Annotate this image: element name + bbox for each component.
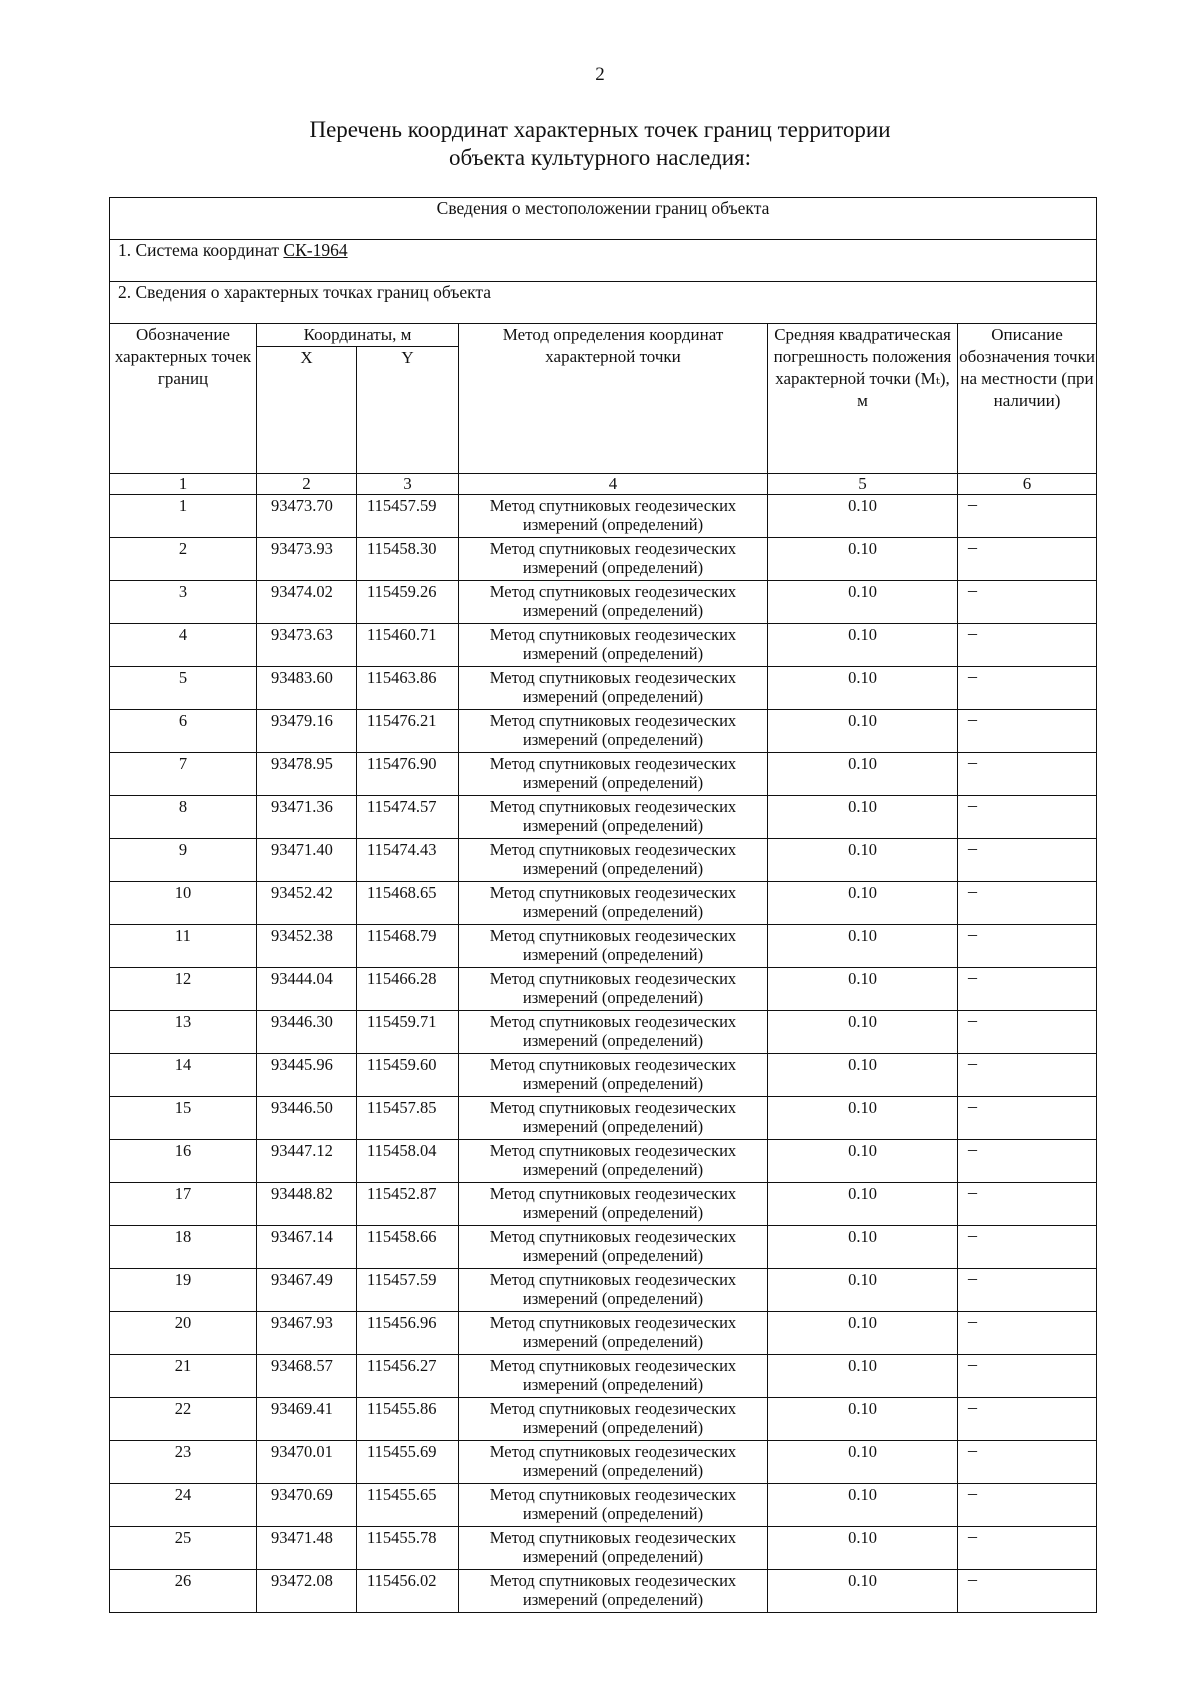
error-cell: 0.10 xyxy=(768,1183,958,1226)
y-coordinate-cell: 115455.69 xyxy=(357,1441,459,1484)
method-cell: Метод спутниковых геодезических измерений (определений) xyxy=(459,581,768,624)
x-coordinate-cell: 93483.60 xyxy=(257,667,357,710)
x-coordinate-cell: 93473.63 xyxy=(257,624,357,667)
table-row xyxy=(110,753,1097,796)
col-number: 5 xyxy=(768,474,958,495)
point-number-cell: 4 xyxy=(110,624,257,667)
y-coordinate-cell: 115452.87 xyxy=(357,1183,459,1226)
point-number-cell: 7 xyxy=(110,753,257,796)
y-coordinate-cell: 115456.27 xyxy=(357,1355,459,1398)
column-number-row xyxy=(110,474,1097,495)
description-cell: – xyxy=(958,968,1097,1011)
x-coordinate-cell: 93478.95 xyxy=(257,753,357,796)
method-cell: Метод спутниковых геодезических измерений (определений) xyxy=(459,1183,768,1226)
method-cell: Метод спутниковых геодезических измерений (определений) xyxy=(459,882,768,925)
col-coordinates-header: Координаты, м xyxy=(257,324,459,347)
point-number-cell: 9 xyxy=(110,839,257,882)
point-number-cell: 12 xyxy=(110,968,257,1011)
col-number: 1 xyxy=(110,474,257,495)
table-row xyxy=(110,1355,1097,1398)
error-cell: 0.10 xyxy=(768,882,958,925)
point-number-cell: 17 xyxy=(110,1183,257,1226)
error-cell: 0.10 xyxy=(768,1140,958,1183)
error-cell: 0.10 xyxy=(768,581,958,624)
description-cell: – xyxy=(958,1484,1097,1527)
title-line-1: Перечень координат характерных точек границ территории xyxy=(309,117,891,142)
section-header: Сведения о местоположении границ объекта xyxy=(110,198,1097,240)
method-cell: Метод спутниковых геодезических измерений (определений) xyxy=(459,667,768,710)
coord-system-value: СК-1964 xyxy=(283,240,348,260)
coord-system-row xyxy=(110,240,1097,282)
description-cell: – xyxy=(958,796,1097,839)
point-number-cell: 3 xyxy=(110,581,257,624)
point-number-cell: 5 xyxy=(110,667,257,710)
y-coordinate-cell: 115476.21 xyxy=(357,710,459,753)
y-coordinate-cell: 115468.79 xyxy=(357,925,459,968)
description-cell: – xyxy=(958,1140,1097,1183)
point-number-cell: 13 xyxy=(110,1011,257,1054)
y-coordinate-cell: 115458.66 xyxy=(357,1226,459,1269)
col-number: 6 xyxy=(958,474,1097,495)
point-number-cell: 16 xyxy=(110,1140,257,1183)
x-coordinate-cell: 93446.30 xyxy=(257,1011,357,1054)
point-number-cell: 20 xyxy=(110,1312,257,1355)
y-coordinate-cell: 115466.28 xyxy=(357,968,459,1011)
title-line-2: объекта культурного наследия: xyxy=(448,145,752,170)
y-coordinate-cell: 115468.65 xyxy=(357,882,459,925)
method-cell: Метод спутниковых геодезических измерений (определений) xyxy=(459,1226,768,1269)
x-coordinate-cell: 93473.93 xyxy=(257,538,357,581)
page-number: 2 xyxy=(595,64,605,85)
point-number-cell: 10 xyxy=(110,882,257,925)
table-row xyxy=(110,1398,1097,1441)
error-cell: 0.10 xyxy=(768,796,958,839)
error-cell: 0.10 xyxy=(768,538,958,581)
error-cell: 0.10 xyxy=(768,1269,958,1312)
point-number-cell: 2 xyxy=(110,538,257,581)
error-cell: 0.10 xyxy=(768,1527,958,1570)
method-cell: Метод спутниковых геодезических измерений (определений) xyxy=(459,925,768,968)
x-coordinate-cell: 93471.40 xyxy=(257,839,357,882)
description-cell: – xyxy=(958,753,1097,796)
description-cell: – xyxy=(958,1054,1097,1097)
table-row xyxy=(110,1226,1097,1269)
method-cell: Метод спутниковых геодезических измерений (определений) xyxy=(459,796,768,839)
description-cell: – xyxy=(958,925,1097,968)
y-coordinate-cell: 115476.90 xyxy=(357,753,459,796)
error-cell: 0.10 xyxy=(768,753,958,796)
y-coordinate-cell: 115463.86 xyxy=(357,667,459,710)
col-x-header: X xyxy=(257,347,357,474)
x-coordinate-cell: 93471.36 xyxy=(257,796,357,839)
method-cell: Метод спутниковых геодезических измерений (определений) xyxy=(459,1355,768,1398)
points-header: 2. Сведения о характерных точках границ объекта xyxy=(110,282,1097,324)
table-row xyxy=(110,882,1097,925)
error-cell: 0.10 xyxy=(768,1097,958,1140)
table-row xyxy=(110,495,1097,538)
method-cell: Метод спутниковых геодезических измерений (определений) xyxy=(459,968,768,1011)
table-row xyxy=(110,1183,1097,1226)
x-coordinate-cell: 93467.93 xyxy=(257,1312,357,1355)
table-row xyxy=(110,796,1097,839)
x-coordinate-cell: 93470.01 xyxy=(257,1441,357,1484)
points-rows xyxy=(110,495,1097,1613)
x-coordinate-cell: 93467.49 xyxy=(257,1269,357,1312)
method-cell: Метод спутниковых геодезических измерений (определений) xyxy=(459,1441,768,1484)
x-coordinate-cell: 93472.08 xyxy=(257,1570,357,1613)
x-coordinate-cell: 93452.38 xyxy=(257,925,357,968)
error-cell: 0.10 xyxy=(768,667,958,710)
point-number-cell: 1 xyxy=(110,495,257,538)
table-row xyxy=(110,1441,1097,1484)
table-row xyxy=(110,968,1097,1011)
y-coordinate-cell: 115474.57 xyxy=(357,796,459,839)
error-cell: 0.10 xyxy=(768,1355,958,1398)
description-cell: – xyxy=(958,1570,1097,1613)
point-number-cell: 22 xyxy=(110,1398,257,1441)
description-cell: – xyxy=(958,710,1097,753)
x-coordinate-cell: 93473.70 xyxy=(257,495,357,538)
method-cell: Метод спутниковых геодезических измерений (определений) xyxy=(459,1398,768,1441)
col-designation-header: Обозначение характерных точек границ xyxy=(110,324,257,474)
point-number-cell: 11 xyxy=(110,925,257,968)
table-row xyxy=(110,925,1097,968)
error-cell: 0.10 xyxy=(768,1484,958,1527)
x-coordinate-cell: 93467.14 xyxy=(257,1226,357,1269)
x-coordinate-cell: 93446.50 xyxy=(257,1097,357,1140)
point-number-cell: 23 xyxy=(110,1441,257,1484)
y-coordinate-cell: 115457.85 xyxy=(357,1097,459,1140)
error-cell: 0.10 xyxy=(768,839,958,882)
y-coordinate-cell: 115458.30 xyxy=(357,538,459,581)
error-cell: 0.10 xyxy=(768,1054,958,1097)
error-cell: 0.10 xyxy=(768,1011,958,1054)
col-error-header: Средняя квадратическая погрешность положения характерной точки (Mₜ), м xyxy=(768,324,958,474)
y-coordinate-cell: 115460.71 xyxy=(357,624,459,667)
y-coordinate-cell: 115457.59 xyxy=(357,1269,459,1312)
point-number-cell: 14 xyxy=(110,1054,257,1097)
coord-system-label: 1. Система координат xyxy=(118,240,284,260)
point-number-cell: 8 xyxy=(110,796,257,839)
table-row xyxy=(110,1097,1097,1140)
table-row xyxy=(110,538,1097,581)
document-title xyxy=(0,116,1200,172)
method-cell: Метод спутниковых геодезических измерений (определений) xyxy=(459,710,768,753)
table-row xyxy=(110,710,1097,753)
description-cell: – xyxy=(958,1355,1097,1398)
method-cell: Метод спутниковых геодезических измерений (определений) xyxy=(459,538,768,581)
description-cell: – xyxy=(958,1441,1097,1484)
col-method-header: Метод определения координат характерной точки xyxy=(459,324,768,474)
table-row xyxy=(110,624,1097,667)
table-row xyxy=(110,1570,1097,1613)
error-cell: 0.10 xyxy=(768,925,958,968)
y-coordinate-cell: 115474.43 xyxy=(357,839,459,882)
description-cell: – xyxy=(958,1226,1097,1269)
error-cell: 0.10 xyxy=(768,1441,958,1484)
y-coordinate-cell: 115457.59 xyxy=(357,495,459,538)
method-cell: Метод спутниковых геодезических измерений (определений) xyxy=(459,839,768,882)
method-cell: Метод спутниковых геодезических измерений (определений) xyxy=(459,1097,768,1140)
method-cell: Метод спутниковых геодезических измерений (определений) xyxy=(459,1312,768,1355)
x-coordinate-cell: 93452.42 xyxy=(257,882,357,925)
point-number-cell: 24 xyxy=(110,1484,257,1527)
description-cell: – xyxy=(958,839,1097,882)
table-row xyxy=(110,667,1097,710)
x-coordinate-cell: 93470.69 xyxy=(257,1484,357,1527)
y-coordinate-cell: 115459.71 xyxy=(357,1011,459,1054)
x-coordinate-cell: 93448.82 xyxy=(257,1183,357,1226)
description-cell: – xyxy=(958,1183,1097,1226)
method-cell: Метод спутниковых геодезических измерений (определений) xyxy=(459,1054,768,1097)
description-cell: – xyxy=(958,624,1097,667)
method-cell: Метод спутниковых геодезических измерений (определений) xyxy=(459,1527,768,1570)
y-coordinate-cell: 115459.26 xyxy=(357,581,459,624)
col-description-header: Описание обозначения точки на местности (при наличии) xyxy=(958,324,1097,474)
point-number-cell: 21 xyxy=(110,1355,257,1398)
table-row xyxy=(110,1312,1097,1355)
col-number: 2 xyxy=(257,474,357,495)
method-cell: Метод спутниковых геодезических измерений (определений) xyxy=(459,753,768,796)
y-coordinate-cell: 115459.60 xyxy=(357,1054,459,1097)
description-cell: – xyxy=(958,1011,1097,1054)
table-row xyxy=(110,1054,1097,1097)
method-cell: Метод спутниковых геодезических измерений (определений) xyxy=(459,1570,768,1613)
x-coordinate-cell: 93469.41 xyxy=(257,1398,357,1441)
method-cell: Метод спутниковых геодезических измерений (определений) xyxy=(459,1140,768,1183)
table-row xyxy=(110,1269,1097,1312)
x-coordinate-cell: 93444.04 xyxy=(257,968,357,1011)
table-row xyxy=(110,1484,1097,1527)
error-cell: 0.10 xyxy=(768,968,958,1011)
description-cell: – xyxy=(958,667,1097,710)
point-number-cell: 25 xyxy=(110,1527,257,1570)
method-cell: Метод спутниковых геодезических измерений (определений) xyxy=(459,495,768,538)
method-cell: Метод спутниковых геодезических измерений (определений) xyxy=(459,624,768,667)
col-y-header: Y xyxy=(357,347,459,474)
coordinates-table xyxy=(109,197,1097,1613)
col-number: 3 xyxy=(357,474,459,495)
table-row xyxy=(110,1011,1097,1054)
point-number-cell: 6 xyxy=(110,710,257,753)
error-cell: 0.10 xyxy=(768,1570,958,1613)
error-cell: 0.10 xyxy=(768,1226,958,1269)
method-cell: Метод спутниковых геодезических измерений (определений) xyxy=(459,1269,768,1312)
description-cell: – xyxy=(958,882,1097,925)
error-cell: 0.10 xyxy=(768,1312,958,1355)
description-cell: – xyxy=(958,1527,1097,1570)
error-cell: 0.10 xyxy=(768,495,958,538)
description-cell: – xyxy=(958,1398,1097,1441)
description-cell: – xyxy=(958,1312,1097,1355)
y-coordinate-cell: 115458.04 xyxy=(357,1140,459,1183)
y-coordinate-cell: 115456.96 xyxy=(357,1312,459,1355)
y-coordinate-cell: 115456.02 xyxy=(357,1570,459,1613)
point-number-cell: 26 xyxy=(110,1570,257,1613)
table-row xyxy=(110,1140,1097,1183)
y-coordinate-cell: 115455.86 xyxy=(357,1398,459,1441)
error-cell: 0.10 xyxy=(768,710,958,753)
error-cell: 0.10 xyxy=(768,624,958,667)
x-coordinate-cell: 93474.02 xyxy=(257,581,357,624)
table-row xyxy=(110,1527,1097,1570)
method-cell: Метод спутниковых геодезических измерений (определений) xyxy=(459,1011,768,1054)
x-coordinate-cell: 93447.12 xyxy=(257,1140,357,1183)
table-row xyxy=(110,839,1097,882)
x-coordinate-cell: 93445.96 xyxy=(257,1054,357,1097)
point-number-cell: 15 xyxy=(110,1097,257,1140)
description-cell: – xyxy=(958,1097,1097,1140)
x-coordinate-cell: 93471.48 xyxy=(257,1527,357,1570)
col-number: 4 xyxy=(459,474,768,495)
point-number-cell: 18 xyxy=(110,1226,257,1269)
description-cell: – xyxy=(958,495,1097,538)
description-cell: – xyxy=(958,1269,1097,1312)
description-cell: – xyxy=(958,538,1097,581)
y-coordinate-cell: 115455.78 xyxy=(357,1527,459,1570)
method-cell: Метод спутниковых геодезических измерений (определений) xyxy=(459,1484,768,1527)
point-number-cell: 19 xyxy=(110,1269,257,1312)
y-coordinate-cell: 115455.65 xyxy=(357,1484,459,1527)
x-coordinate-cell: 93479.16 xyxy=(257,710,357,753)
description-cell: – xyxy=(958,581,1097,624)
table-row xyxy=(110,581,1097,624)
error-cell: 0.10 xyxy=(768,1398,958,1441)
x-coordinate-cell: 93468.57 xyxy=(257,1355,357,1398)
